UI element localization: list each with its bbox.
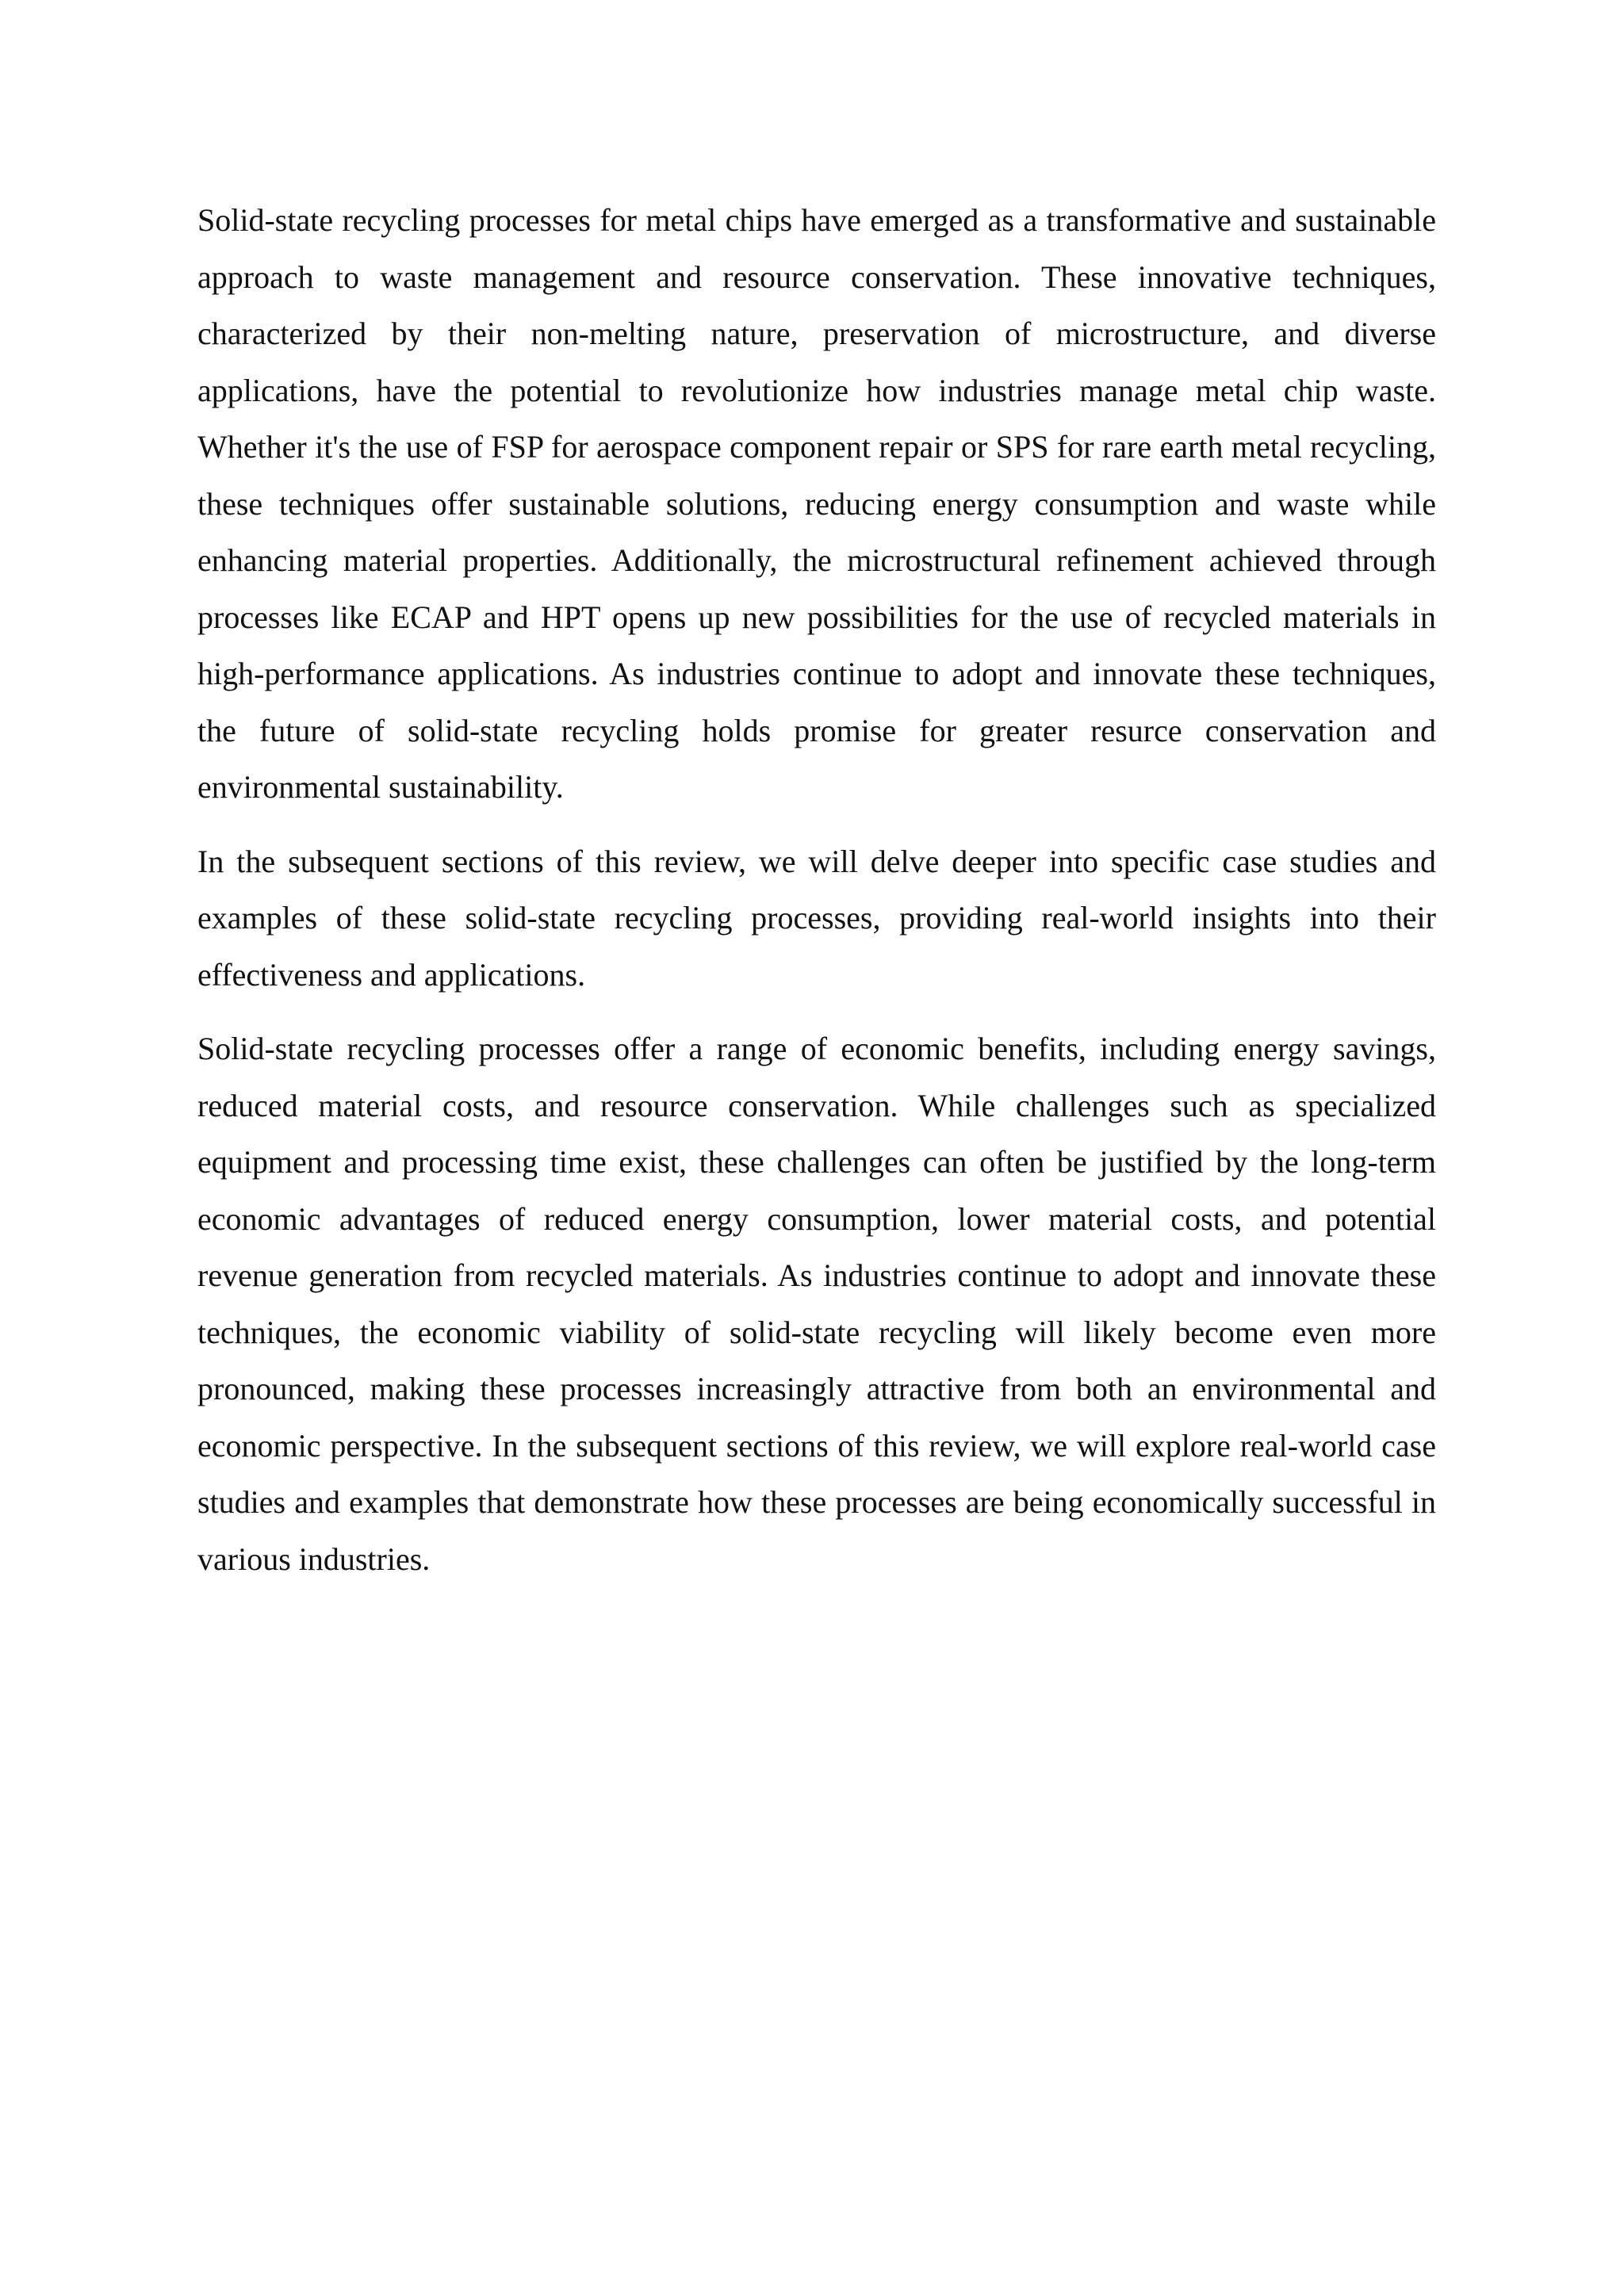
body-text	[197, 192, 1436, 1605]
paragraph-1: Solid-state recycling processes for metal chips have emerged as a transformative and sustainable approach to waste management and resource conservation. These innovative techniques, characterized by their non-melting nature, preservation of microstructure, and diverse applications, have the potential to revolutionize how industries manage metal chip waste. Whether it's the use of FSP for aerospace component repair or SPS for rare earth metal recycling, these techniques offer sustainable solutions, reducing energy consumption and waste while enhancing material properties. Additionally, the microstructural refinement achieved through processes like ECAP and HPT opens up new possibilities for the use of recycled materials in high-performance applications. As industries continue to adopt and innovate these techniques, the future of solid-state recycling holds promise for greater resurce conservation and environmental sustainability.	[197, 202, 1436, 805]
paragraph-3: Solid-state recycling processes offer a range of economic benefits, including energy savings, reduced material costs, and resource conservation. While challenges such as specialized equipment and processing time exist, these challenges can often be justified by the long-term economic advantages of reduced energy consumption, lower material costs, and potential revenue generation from recycled materials. As industries continue to adopt and innovate these techniques, the economic viability of solid-state recycling will likely become even more pronounced, making these processes increasingly attractive from both an environmental and economic perspective. In the subsequent sections of this review, we will explore real-world case studies and examples that demonstrate how these processes are being economically successful in various industries.	[197, 1031, 1436, 1577]
paragraph-2: In the subsequent sections of this review, we will delve deeper into specific case studies and examples of these solid-state recycling processes, providing real-world insights into their effectiveness and applications.	[197, 843, 1436, 993]
